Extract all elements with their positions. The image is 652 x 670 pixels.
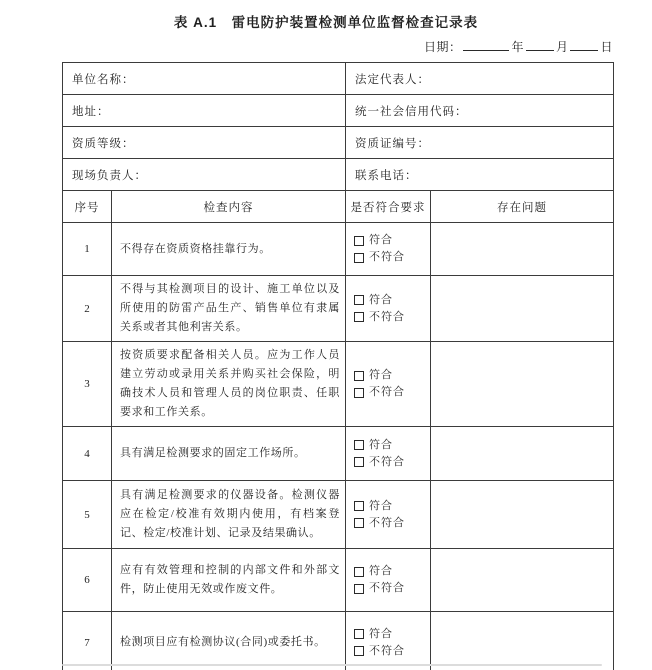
header-content: 检查内容 [112, 191, 346, 223]
checklist-row [63, 549, 614, 612]
conform-options-cell [346, 481, 431, 549]
info-row-site-manager [63, 159, 614, 191]
conform-checkbox[interactable] [354, 367, 428, 384]
problem-field[interactable] [431, 481, 614, 549]
checkbox-icon [354, 646, 364, 656]
checkbox-icon [354, 312, 364, 322]
checkbox-icon [354, 457, 364, 467]
address-field[interactable]: 地址： [63, 95, 346, 127]
nonconform-checkbox[interactable] [354, 249, 428, 266]
conform-checkbox[interactable] [354, 563, 428, 580]
header-no: 序号 [63, 191, 112, 223]
date-year-blank[interactable] [463, 38, 509, 51]
nonconform-checkbox[interactable] [354, 454, 428, 471]
check-content: 具有满足检测要求的固定工作场所。 [112, 427, 346, 481]
checkbox-icon [354, 388, 364, 398]
header-conform: 是否符合要求 [346, 191, 431, 223]
inspection-record-table [62, 62, 614, 670]
check-content: 应有有效管理和控制的内部文件和外部文件，防止使用无效或作废文件。 [112, 549, 346, 612]
conform-checkbox[interactable] [354, 292, 428, 309]
conform-options-cell [346, 427, 431, 481]
checklist-row [63, 342, 614, 427]
problem-field[interactable] [431, 342, 614, 427]
row-number: 1 [63, 223, 112, 276]
checkbox-icon [354, 567, 364, 577]
nonconform-label: 不符合 [369, 582, 405, 594]
row-number: 4 [63, 427, 112, 481]
page-edge-shadow [62, 664, 602, 666]
qualification-level-field[interactable]: 资质等级： [63, 127, 346, 159]
checklist-header-row [63, 191, 614, 223]
checkbox-icon [354, 236, 364, 246]
conform-options-cell [346, 612, 431, 670]
row-number: 6 [63, 549, 112, 612]
problem-field[interactable] [431, 276, 614, 342]
nonconform-checkbox[interactable] [354, 309, 428, 326]
row-number: 2 [63, 276, 112, 342]
problem-field[interactable] [431, 427, 614, 481]
legal-representative-field[interactable]: 法定代表人： [346, 63, 614, 95]
nonconform-label: 不符合 [369, 516, 405, 529]
checkbox-icon [354, 629, 364, 639]
nonconform-checkbox[interactable] [354, 515, 428, 532]
info-row-unit-name [63, 63, 614, 95]
conform-checkbox[interactable] [354, 437, 428, 454]
checkbox-icon [354, 295, 364, 305]
checkbox-icon [354, 440, 364, 450]
row-number: 3 [63, 342, 112, 427]
conform-checkbox[interactable] [354, 498, 428, 515]
check-content: 不得存在资质资格挂靠行为。 [112, 223, 346, 276]
date-day-blank[interactable] [570, 38, 598, 51]
checkbox-icon [354, 371, 364, 381]
nonconform-checkbox[interactable] [354, 384, 428, 401]
conform-options-cell [346, 342, 431, 427]
site-manager-field[interactable]: 现场负责人： [63, 159, 346, 191]
check-content: 检测项目应有检测协议(合同)或委托书。 [112, 612, 346, 670]
nonconform-checkbox[interactable] [354, 580, 428, 597]
checklist-row [63, 223, 614, 276]
date-label: 日期： [423, 40, 462, 54]
checklist-row [63, 427, 614, 481]
checklist-row [63, 276, 614, 342]
nonconform-label: 不符合 [369, 455, 405, 468]
contact-phone-field[interactable]: 联系电话： [346, 159, 614, 191]
conform-label: 符合 [369, 627, 393, 640]
credit-code-field[interactable]: 统一社会信用代码： [346, 95, 614, 127]
header-problem: 存在问题 [431, 191, 614, 223]
info-row-qualification [63, 127, 614, 159]
unit-name-field[interactable]: 单位名称： [63, 63, 346, 95]
checkbox-icon [354, 253, 364, 263]
problem-field[interactable] [431, 549, 614, 612]
check-content: 具有满足检测要求的仪器设备。检测仪器应在检定/校准有效期内使用，有档案登记、检定/校准计划、记录及结果确认。 [112, 481, 346, 549]
conform-options-cell [346, 549, 431, 612]
problem-field[interactable] [431, 612, 614, 670]
check-content: 不得与其检测项目的设计、施工单位以及所使用的防雷产品生产、销售单位有隶属关系或者其他利害关系。 [112, 276, 346, 342]
row-number: 5 [63, 481, 112, 549]
checklist-row [63, 612, 614, 670]
conform-checkbox[interactable] [354, 232, 428, 249]
checkbox-icon [354, 501, 364, 511]
info-row-address [63, 95, 614, 127]
nonconform-checkbox[interactable] [354, 643, 428, 660]
row-number: 7 [63, 612, 112, 670]
conform-checkbox[interactable] [354, 626, 428, 643]
nonconform-label: 不符合 [369, 644, 405, 657]
nonconform-label: 不符合 [369, 386, 405, 398]
conform-options-cell [346, 223, 431, 276]
conform-label: 符合 [369, 438, 393, 451]
date-year-suffix: 年 [511, 40, 524, 54]
conform-label: 符合 [369, 369, 393, 381]
check-content: 按资质要求配备相关人员。应为工作人员建立劳动或录用关系并购买社会保险，明确技术人员和管理人员的岗位职责、任职要求和工作关系。 [112, 342, 346, 427]
page-title: 表 A.1 雷电防护装置检测单位监督检查记录表 [173, 15, 479, 30]
conform-label: 符合 [369, 234, 393, 246]
date-month-suffix: 月 [555, 40, 569, 54]
nonconform-label: 不符合 [369, 310, 405, 323]
date-day-suffix: 日 [600, 40, 613, 54]
conform-options-cell [346, 276, 431, 342]
certificate-number-field[interactable]: 资质证编号： [346, 127, 614, 159]
conform-label: 符合 [369, 499, 393, 512]
date-line [62, 38, 613, 55]
date-month-blank[interactable] [526, 38, 554, 51]
checklist-row [63, 481, 614, 549]
conform-label: 符合 [369, 565, 393, 577]
checkbox-icon [354, 584, 364, 594]
conform-label: 符合 [369, 293, 393, 306]
checkbox-icon [354, 518, 364, 528]
nonconform-label: 不符合 [369, 251, 405, 263]
problem-field[interactable] [431, 223, 614, 276]
